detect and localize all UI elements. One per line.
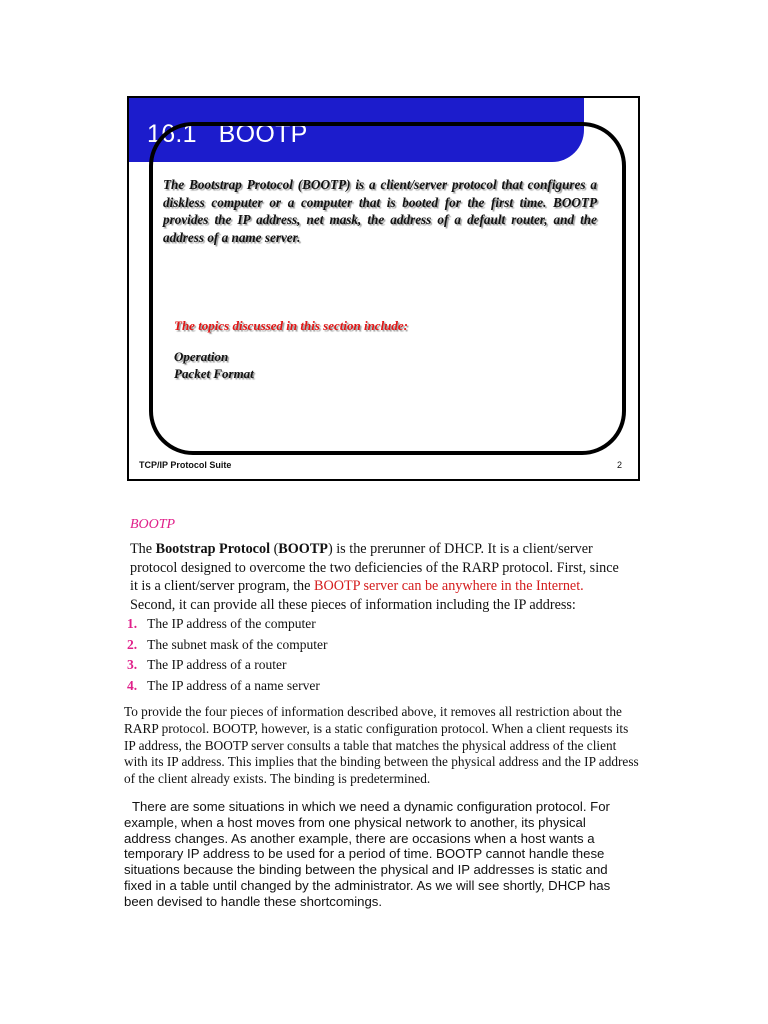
para1-text: ( <box>270 541 279 557</box>
topics-heading: The topics discussed in this section include: <box>174 318 409 333</box>
list-text: The subnet mask of the computer <box>147 636 328 652</box>
list-number: 1. <box>127 616 138 631</box>
slide-footer-title: TCP/IP Protocol Suite <box>139 460 232 470</box>
numbered-list <box>127 614 327 696</box>
list-text: The IP address of the computer <box>147 616 316 631</box>
slide <box>127 96 640 481</box>
list-item <box>127 676 327 697</box>
para1-highlight: BOOTP server can be anywhere in the Internet. <box>313 578 584 594</box>
topics-list <box>174 348 254 382</box>
list-text: The IP address of a router <box>147 657 287 673</box>
paragraph-intro <box>130 540 630 614</box>
list-item <box>127 655 327 676</box>
list-number: 4. <box>127 677 138 693</box>
section-number: 16.1 <box>147 120 197 148</box>
para1-text: The <box>130 541 156 557</box>
topic-item: Operation <box>174 349 229 364</box>
list-number: 2. <box>127 636 138 652</box>
term-bootp: BOOTP <box>278 541 328 557</box>
para1-text: ) is the prerunner of DHCP. It is a client/server protocol designed to overcome the two deficiencies of the RARP protocol. First, since it is a client/server program, the <box>130 541 619 594</box>
slide-intro-text: The Bootstrap Protocol (BOOTP) is a client/server protocol that configures a diskless computer or a computer that is booted for the first time. BOOTP provides the IP address, net mask, the address of a default router, and the address of a name server. <box>163 177 597 245</box>
paragraph-dynamic-config: There are some situations in which we need a dynamic configuration protocol. For example, when a host moves from one physical network to another, its physical address changes. As another example, there are occasions when a host wants a temporary IP address to be used for a period of time. BOOTP cannot handle these situations because the binding between the physical and IP addresses is static and fixed in a table until changed by the administrator. As we will see shortly, DHCP has been devised to handle these shortcomings. <box>124 799 611 909</box>
slide-content-frame <box>149 122 626 455</box>
list-number: 3. <box>127 657 138 673</box>
slide-page-number: 2 <box>616 460 622 470</box>
section-title: BOOTP <box>218 120 308 148</box>
list-text: The IP address of a name server <box>147 677 320 693</box>
para1-text: Second, it can provide all these pieces of information including the IP address: <box>130 596 576 613</box>
term-bootstrap-protocol: Bootstrap Protocol <box>155 541 271 557</box>
section-label: BOOTP <box>130 517 176 532</box>
topic-item: Packet Format <box>174 366 254 381</box>
paragraph-static-config: To provide the four pieces of information described above, it removes all restriction about the RARP protocol. BOOTP, however, is a static configuration protocol. When a client requests its IP address, the BOOTP server consults a table that matches the physical address of the client with its IP address. This implies that the binding between the physical address and the IP address of the client already exists. The binding is predetermined. <box>124 704 639 787</box>
list-item <box>127 614 327 635</box>
list-item <box>127 635 327 656</box>
